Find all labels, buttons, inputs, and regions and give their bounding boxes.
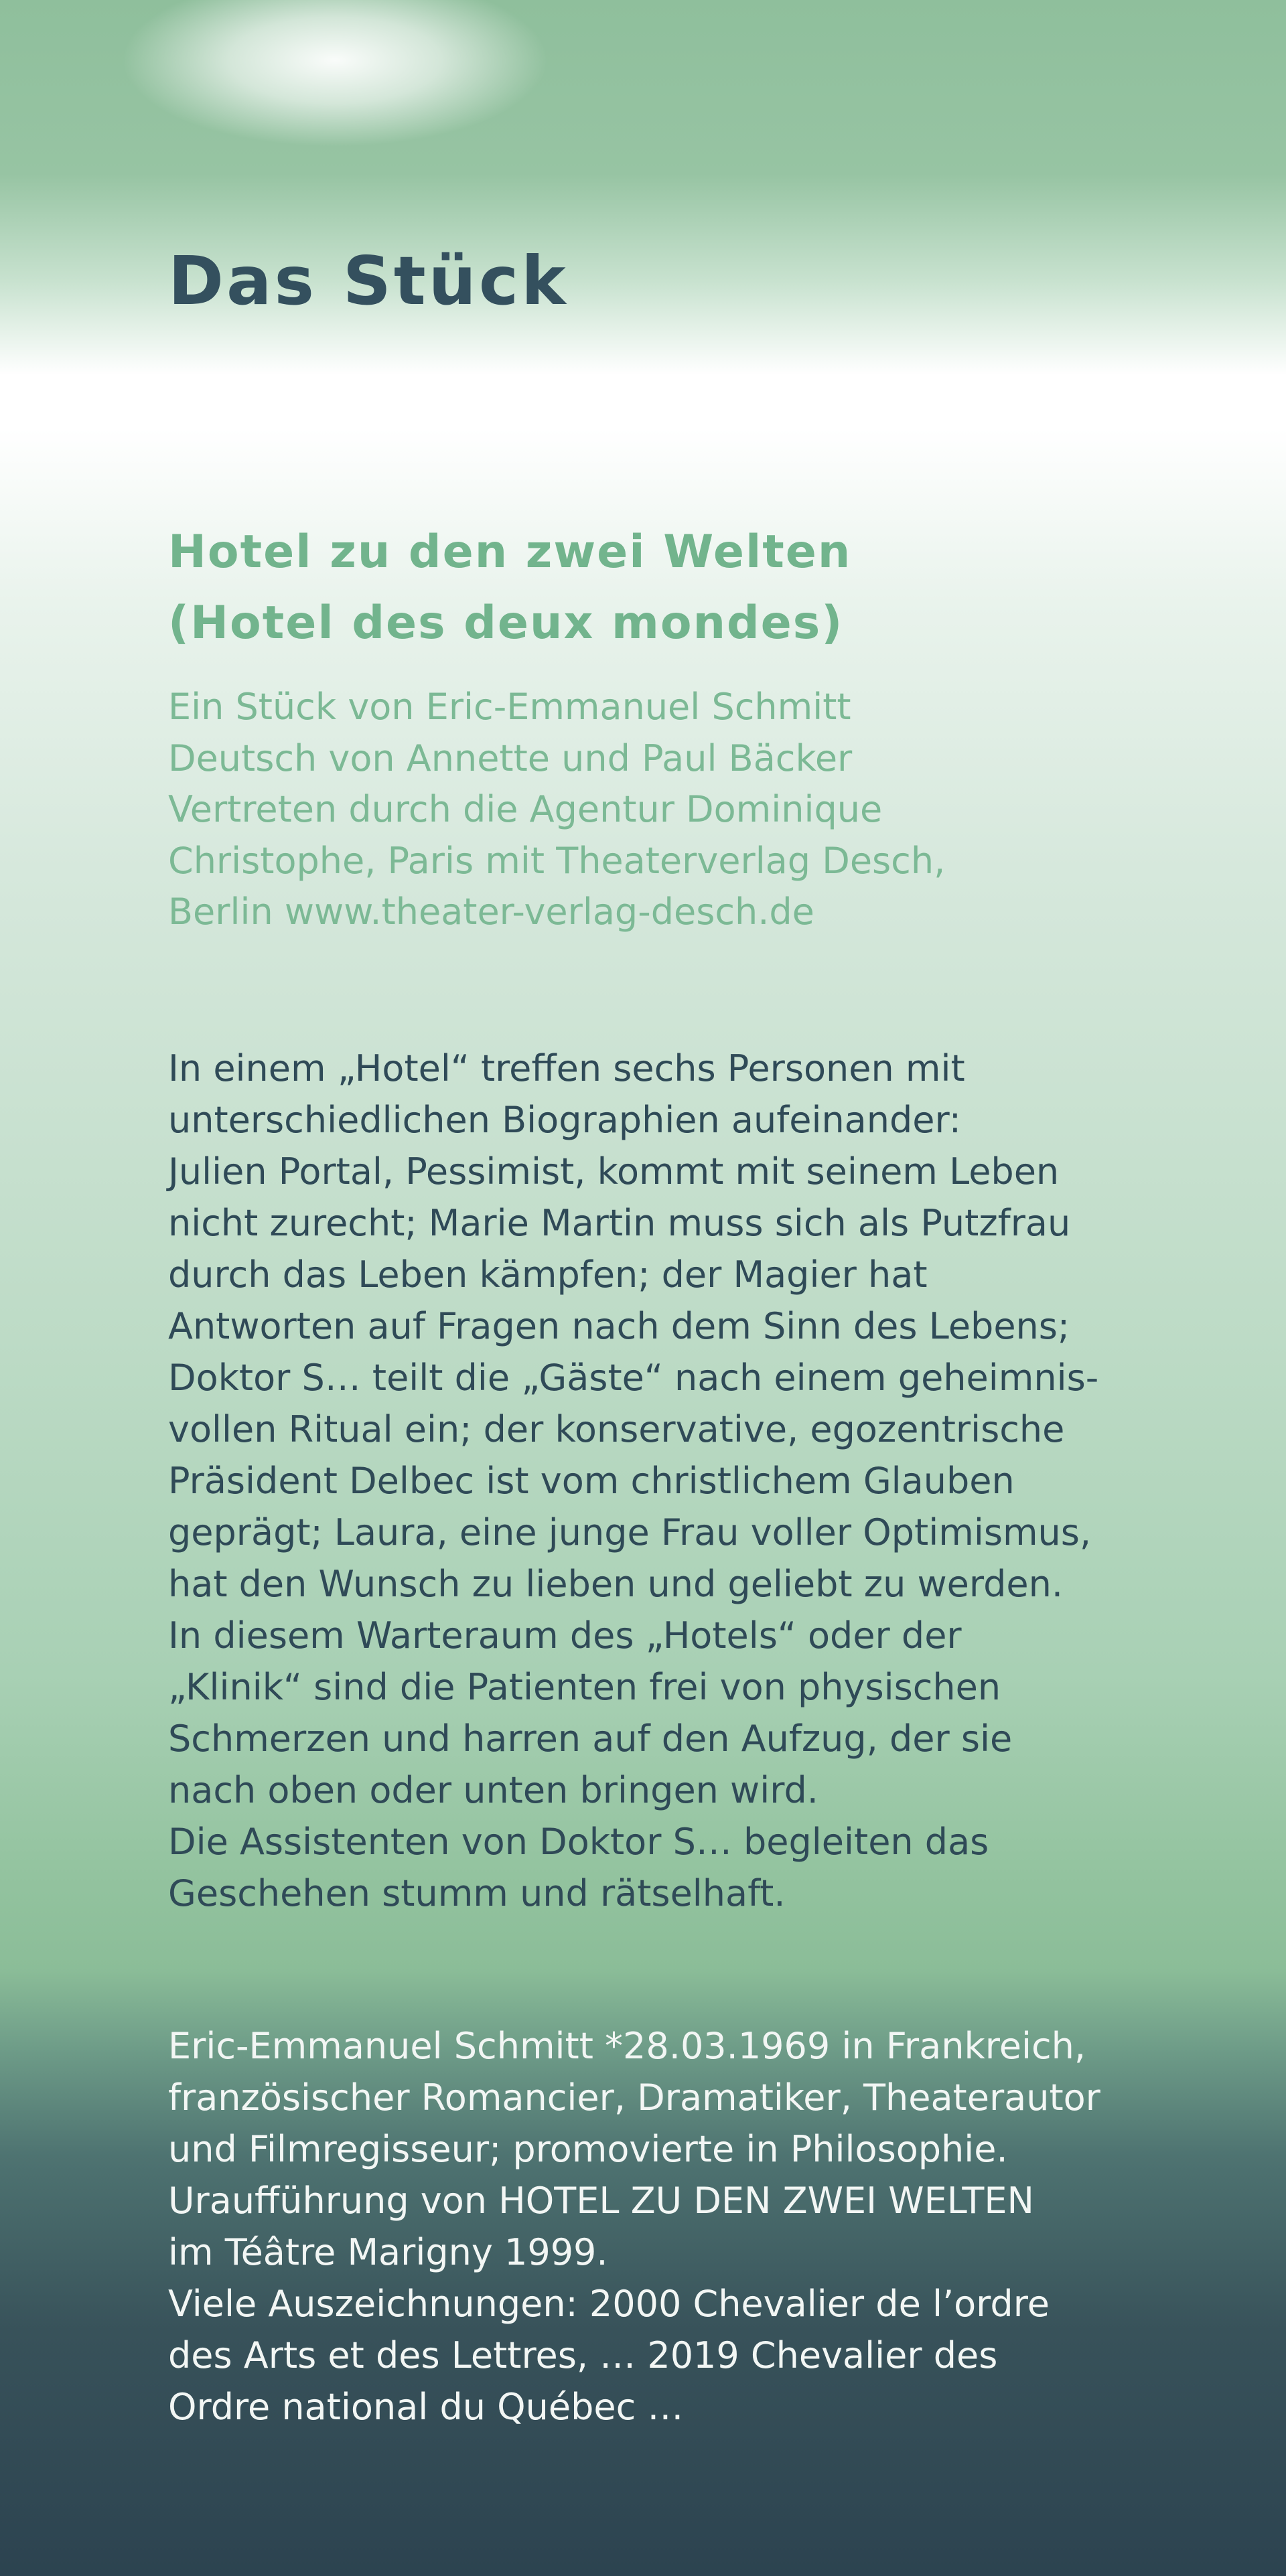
credits-line: Berlin www.theater-verlag-desch.de xyxy=(168,891,814,933)
synopsis-line: unterschiedlichen Biographien aufeinander: xyxy=(168,1099,961,1141)
background-glow xyxy=(121,0,549,147)
play-title-line: (Hotel des deux mondes) xyxy=(168,597,844,650)
bio-line: und Filmregisseur; promovierte in Philosophie. xyxy=(168,2128,1008,2170)
synopsis-line: In einem „Hotel“ treffen sechs Personen mit xyxy=(168,1047,965,1089)
synopsis-line: vollen Ritual ein; der konservative, egozentrische xyxy=(168,1408,1065,1450)
credits-line: Ein Stück von Eric-Emmanuel Schmitt xyxy=(168,686,851,728)
author-bio xyxy=(168,2020,1100,2433)
synopsis-line: Präsident Delbec ist vom christlichem Glauben xyxy=(168,1460,1015,1502)
synopsis-line: nicht zurecht; Marie Martin muss sich als Putzfrau xyxy=(168,1202,1071,1244)
synopsis-paragraph xyxy=(168,1043,1098,1919)
synopsis-line: In diesem Warteraum des „Hotels“ oder der xyxy=(168,1614,962,1657)
credits-line: Christophe, Paris mit Theaterverlag Desch, xyxy=(168,839,946,882)
bio-line: Viele Auszeichnungen: 2000 Chevalier de l’ordre xyxy=(168,2283,1050,2325)
synopsis-line: geprägt; Laura, eine junge Frau voller Optimismus, xyxy=(168,1511,1092,1554)
bio-line: Ordre national du Québec … xyxy=(168,2386,684,2428)
bio-line: Eric-Emmanuel Schmitt *28.03.1969 in Frankreich, xyxy=(168,2025,1086,2067)
synopsis-line: Die Assistenten von Doktor S… begleiten das xyxy=(168,1821,989,1863)
synopsis-line: nach oben oder unten bringen wird. xyxy=(168,1769,818,1811)
play-title-line: Hotel zu den zwei Welten xyxy=(168,526,852,579)
play-credits xyxy=(168,682,945,938)
synopsis-line: Doktor S… teilt die „Gäste“ nach einem geheimnis- xyxy=(168,1357,1099,1399)
credits-line: Deutsch von Annette und Paul Bäcker xyxy=(168,737,853,779)
synopsis-line: „Klinik“ sind die Patienten frei von physischen xyxy=(168,1666,1001,1708)
page-title: Das Stück xyxy=(168,242,569,320)
play-title xyxy=(168,517,1173,659)
bio-line: französischer Romancier, Dramatiker, Theaterautor xyxy=(168,2076,1100,2119)
synopsis-line: Julien Portal, Pessimist, kommt mit seinem Leben xyxy=(168,1150,1060,1193)
synopsis-line: durch das Leben kämpfen; der Magier hat xyxy=(168,1254,928,1296)
credits-line: Vertreten durch die Agentur Dominique xyxy=(168,788,883,830)
synopsis-line: Schmerzen und harren auf den Aufzug, der sie xyxy=(168,1718,1013,1760)
synopsis-line: Antworten auf Fragen nach dem Sinn des Lebens; xyxy=(168,1305,1070,1347)
bio-line: des Arts et des Lettres, … 2019 Chevalier des xyxy=(168,2334,998,2376)
bio-line: Uraufführung von HOTEL ZU DEN ZWEI WELTEN xyxy=(168,2180,1034,2222)
synopsis-line: Geschehen stumm und rätselhaft. xyxy=(168,1872,786,1914)
synopsis-line: hat den Wunsch zu lieben und geliebt zu werden. xyxy=(168,1563,1064,1605)
bio-line: im Téâtre Marigny 1999. xyxy=(168,2231,608,2273)
